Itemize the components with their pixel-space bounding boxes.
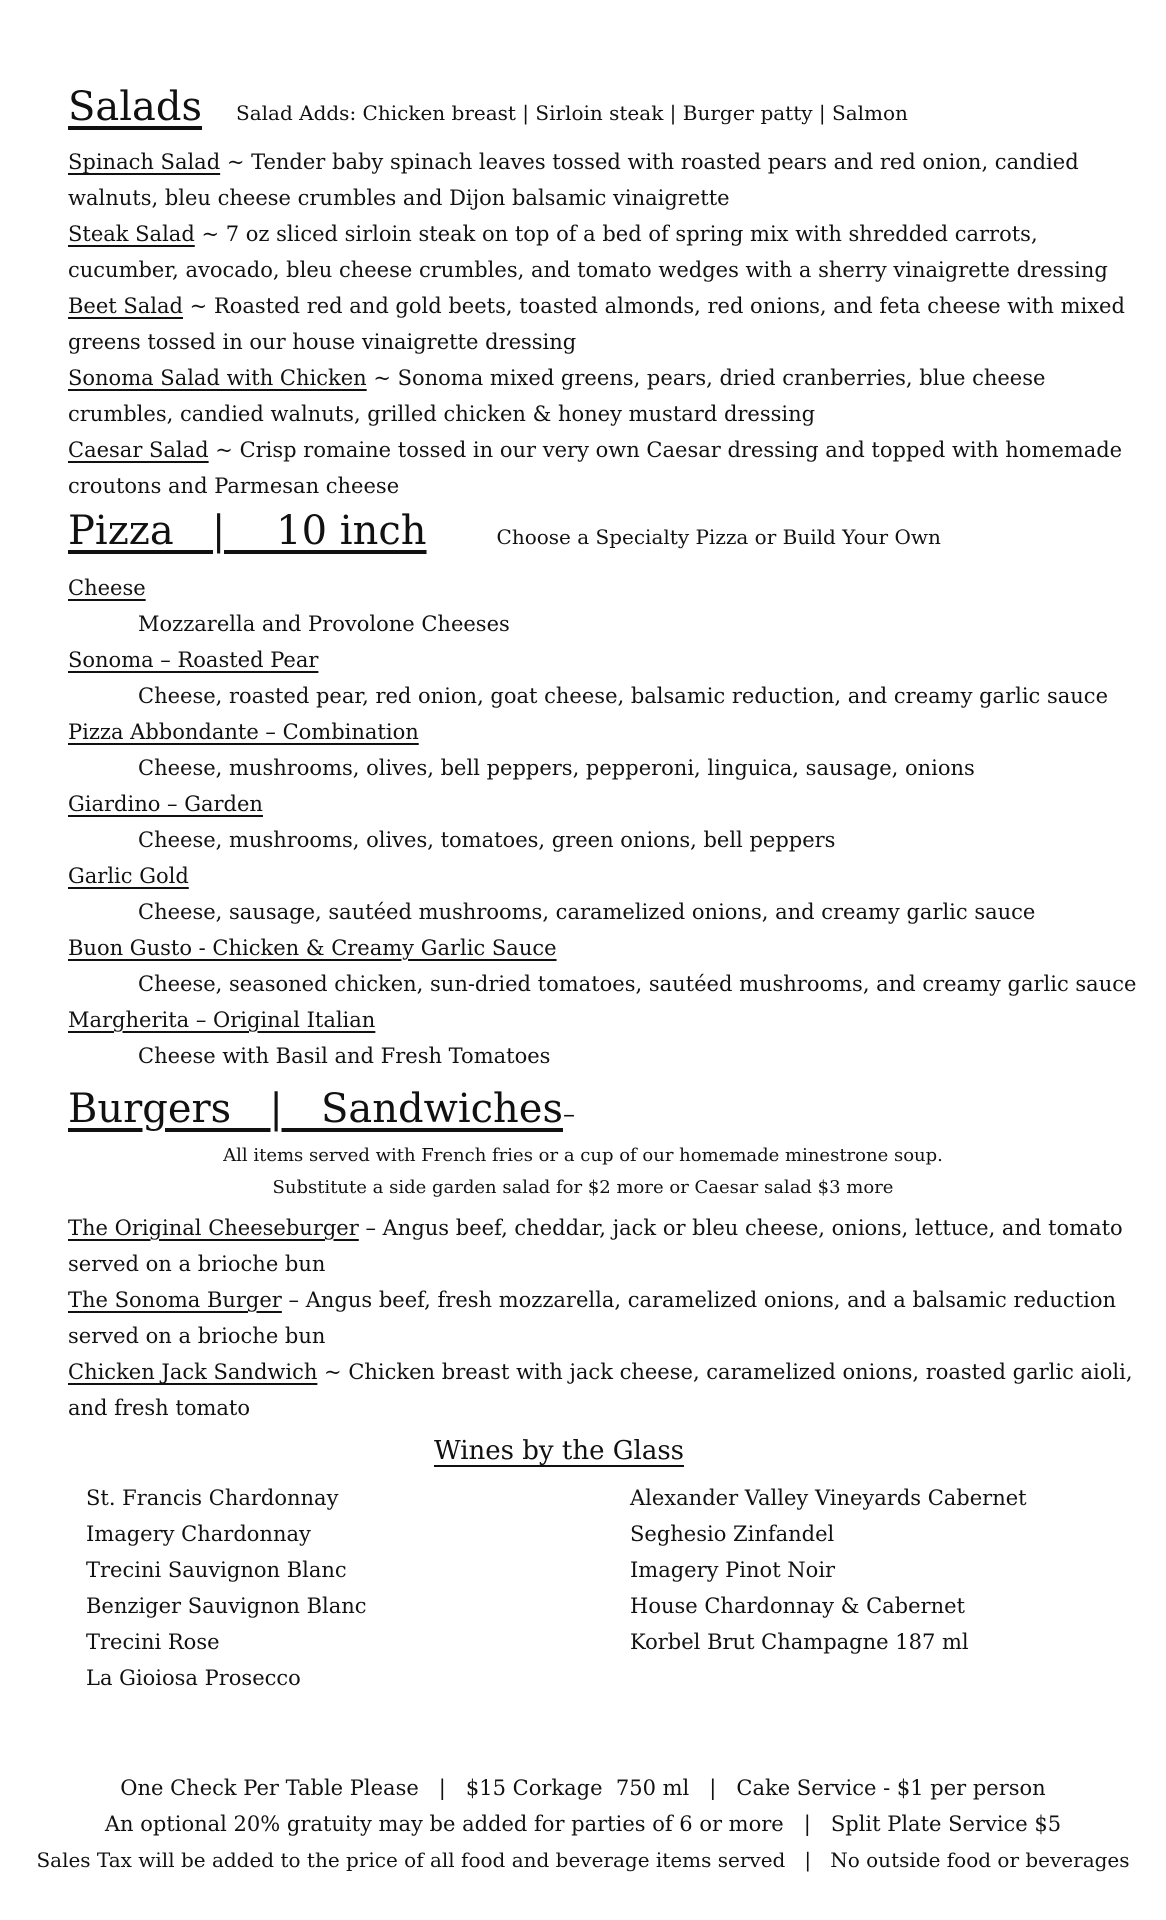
- burger-name: Chicken Jack Sandwich: [68, 1360, 318, 1384]
- wine-item: Seghesio Zinfandel: [630, 1522, 835, 1546]
- wine-item: Trecini Sauvignon Blanc: [86, 1558, 347, 1582]
- salads-title: Salads: [68, 84, 203, 130]
- pizza-desc: Cheese, roasted pear, red onion, goat cheese, balsamic reduction, and creamy garlic sauce: [138, 684, 1108, 708]
- wine-item: Alexander Valley Vineyards Cabernet: [630, 1486, 1027, 1510]
- wine-item: Benziger Sauvignon Blanc: [86, 1594, 367, 1618]
- wines-title: Wines by the Glass: [433, 1436, 685, 1466]
- burger-name: The Sonoma Burger: [68, 1288, 282, 1312]
- burger-item: The Sonoma Burger – Angus beef, fresh mozzarella, caramelized onions, and a balsamic reduction served on a brioche bun: [68, 1288, 1117, 1348]
- pizza-header: [68, 508, 941, 554]
- wine-item: Imagery Chardonnay: [86, 1522, 311, 1546]
- wine-item: Korbel Brut Champagne 187 ml: [630, 1630, 969, 1654]
- pizza-name: Buon Gusto - Chicken & Creamy Garlic Sauce: [68, 936, 557, 960]
- burgers-title: Burgers | Sandwiches: [68, 1086, 563, 1132]
- pizza-desc: Mozzarella and Provolone Cheeses: [138, 612, 510, 636]
- pizza-name: Sonoma – Roasted Pear: [68, 648, 319, 672]
- footer-line: Sales Tax will be added to the price of all food and beverage items served | No outside food or beverages: [36, 1848, 1130, 1872]
- salad-desc: Sonoma mixed greens, pears, dried cranberries, blue cheese crumbles, candied walnuts, grilled chicken & honey mustard dressing: [68, 366, 1046, 426]
- burger-item: Chicken Jack Sandwich ~ Chicken breast with jack cheese, caramelized onions, roasted garlic aioli, and fresh tomato: [68, 1360, 1133, 1420]
- salad-name: Steak Salad: [68, 222, 195, 246]
- burgers-note: All items served with French fries or a cup of our homemade minestrone soup.: [223, 1145, 943, 1166]
- salad-desc: Roasted red and gold beets, toasted almonds, red onions, and feta cheese with mixed greens tossed in our house vinaigrette dressing: [68, 294, 1125, 354]
- pizza-name: Margherita – Original Italian: [68, 1008, 376, 1032]
- salad-desc: Tender baby spinach leaves tossed with roasted pears and red onion, candied walnuts, bleu cheese crumbles and Dijon balsamic vinaigrette: [68, 150, 1079, 210]
- salads-header: [68, 84, 908, 130]
- burgers-note: Substitute a side garden salad for $2 more or Caesar salad $3 more: [272, 1177, 894, 1198]
- pizza-name: Giardino – Garden: [68, 792, 263, 816]
- salad-desc: 7 oz sliced sirloin steak on top of a bed of spring mix with shredded carrots, cucumber, avocado, bleu cheese crumbles, and tomato wedges with a sherry vinaigrette dressing: [68, 222, 1108, 282]
- pizza-name: Pizza Abbondante – Combination: [68, 720, 419, 744]
- salad-adds: Salad Adds: Chicken breast | Sirloin steak | Burger patty | Salmon: [236, 101, 908, 125]
- salad-name: Spinach Salad: [68, 150, 221, 174]
- burger-desc: Angus beef, fresh mozzarella, caramelized onions, and a balsamic reduction served on a brioche bun: [68, 1288, 1117, 1348]
- salad-item: Spinach Salad ~ Tender baby spinach leaves tossed with roasted pears and red onion, candied walnuts, bleu cheese crumbles and Dijon balsamic vinaigrette: [68, 150, 1079, 210]
- footer-line: One Check Per Table Please | $15 Corkage 750 ml | Cake Service - $1 per person: [120, 1776, 1046, 1800]
- wine-item: House Chardonnay & Cabernet: [630, 1594, 965, 1618]
- pizza-desc: Cheese, sausage, sautéed mushrooms, caramelized onions, and creamy garlic sauce: [138, 900, 1036, 924]
- pizza-name: Garlic Gold: [68, 864, 189, 888]
- wine-item: St. Francis Chardonnay: [86, 1486, 339, 1510]
- salad-item: Sonoma Salad with Chicken ~ Sonoma mixed greens, pears, dried cranberries, blue cheese crumbles, candied walnuts, grilled chicken & honey mustard dressing: [68, 366, 1046, 426]
- pizza-desc: Cheese, seasoned chicken, sun-dried tomatoes, sautéed mushrooms, and creamy garlic sauce: [138, 972, 1137, 996]
- wine-item: La Gioiosa Prosecco: [86, 1666, 301, 1690]
- pizza-desc: Cheese, mushrooms, olives, tomatoes, green onions, bell peppers: [138, 828, 836, 852]
- burger-name: The Original Cheeseburger: [68, 1216, 359, 1240]
- pizza-desc: Cheese, mushrooms, olives, bell peppers, pepperoni, linguica, sausage, onions: [138, 756, 975, 780]
- burger-desc: Angus beef, cheddar, jack or bleu cheese, onions, lettuce, and tomato served on a brioche bun: [68, 1216, 1123, 1276]
- salad-name: Caesar Salad: [68, 438, 209, 462]
- pizza-title: Pizza | 10 inch: [68, 508, 427, 554]
- footer-line: An optional 20% gratuity may be added for parties of 6 or more | Split Plate Service $5: [104, 1812, 1062, 1836]
- pizza-desc: Cheese with Basil and Fresh Tomatoes: [138, 1044, 551, 1068]
- salad-name: Sonoma Salad with Chicken: [68, 366, 367, 390]
- wine-item: Imagery Pinot Noir: [630, 1558, 836, 1582]
- salad-item: Caesar Salad ~ Crisp romaine tossed in our very own Caesar dressing and topped with homemade croutons and Parmesan cheese: [68, 438, 1123, 498]
- burger-desc: Chicken breast with jack cheese, caramelized onions, roasted garlic aioli, and fresh tomato: [68, 1360, 1133, 1420]
- pizza-note: Choose a Specialty Pizza or Build Your Own: [496, 525, 941, 549]
- wine-item: Trecini Rose: [86, 1630, 220, 1654]
- salad-item: Beet Salad ~ Roasted red and gold beets, toasted almonds, red onions, and feta cheese with mixed greens tossed in our house vinaigrette dressing: [68, 294, 1125, 354]
- pizza-name: Cheese: [68, 576, 146, 600]
- salad-item: Steak Salad ~ 7 oz sliced sirloin steak on top of a bed of spring mix with shredded carrots, cucumber, avocado, bleu cheese crumbles, and tomato wedges with a sherry vinaigrette dressing: [68, 222, 1108, 282]
- burger-item: The Original Cheeseburger – Angus beef, cheddar, jack or bleu cheese, onions, lettuce, and tomato served on a brioche bun: [68, 1216, 1123, 1276]
- salad-desc: Crisp romaine tossed in our very own Caesar dressing and topped with homemade croutons and Parmesan cheese: [68, 438, 1123, 498]
- burgers-title-suffix: –: [562, 1100, 575, 1128]
- burgers-header: [68, 1086, 575, 1132]
- salad-name: Beet Salad: [68, 294, 183, 318]
